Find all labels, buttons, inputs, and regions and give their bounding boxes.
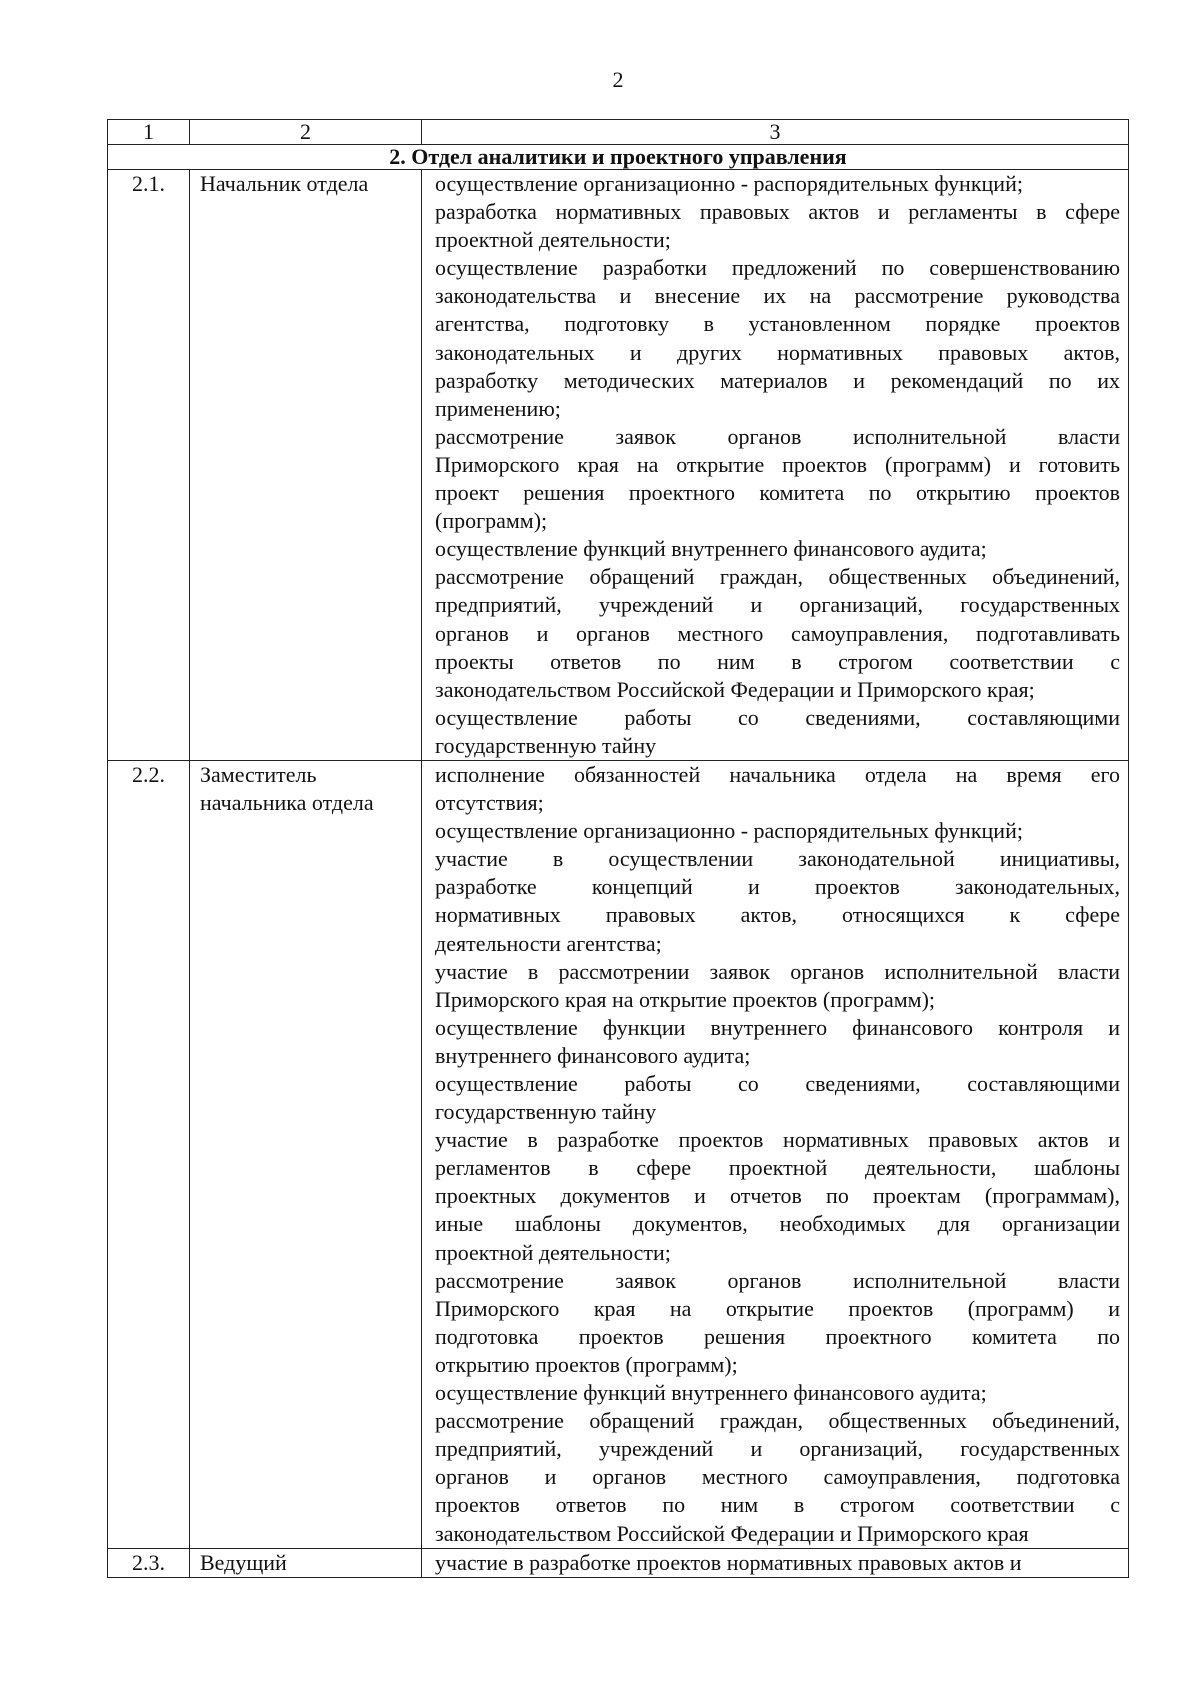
duty-line: отсутствия; [435,790,544,816]
duty-line: участие в осуществлении законодательной инициативы, [435,846,1120,872]
duty-line: осуществление функции внутреннего финансового контроля и [435,1014,1120,1040]
duty-line: государственную тайну [435,1099,657,1125]
duty-line: предприятий, учреждений и организаций, государственных [435,592,1120,618]
duty-line: иные шаблоны документов, необходимых для организации [435,1211,1120,1237]
duty-line: осуществление функций внутреннего финансового аудита; [435,1380,987,1406]
duty-line: Приморского края на открытие проектов (программ) и [435,1295,1120,1321]
duty-line: проект решения проектного комитета по открытию проектов [435,480,1120,506]
duty-line: разработка нормативных правовых актов и регламенты в сфере [435,199,1120,225]
duty-line: проектной деятельности; [435,1239,671,1265]
position-title: Начальник отдела [190,170,422,761]
duty-line: (программ); [435,508,548,534]
duty-line: осуществление организационно - распорядительных функций; [435,818,1023,844]
duty-line: рассмотрение заявок органов исполнительной власти [435,1267,1120,1293]
duty-line: рассмотрение заявок органов исполнительной власти [435,423,1120,449]
duty-line: осуществление работы со сведениями, составляющими [435,1071,1120,1096]
duty-line: применению; [435,395,561,421]
duty-line: внутреннего финансового аудита; [435,1042,751,1068]
table-row [108,1548,1129,1577]
duty-line: осуществление работы со сведениями, составляющими [435,704,1120,730]
duties-cell [422,1548,1129,1577]
duty-line: агентства, подготовку в установленном порядке проектов [435,311,1120,337]
duty-line: законодательства и внесение их на рассмотрение руководства [435,283,1120,309]
duty-line: исполнение обязанностей начальника отдела на время его [435,761,1120,787]
duty-line: нормативных правовых актов, относящихся к сфере [435,902,1120,928]
header-col-3: 3 [422,120,1129,145]
duty-line: рассмотрение обращений граждан, общественных объединений, [435,1408,1120,1434]
duty-line: проектов ответов по ним в строгом соответствии с [435,1492,1120,1518]
duty-line: проектной деятельности; [435,227,671,253]
duty-line: разработку методических материалов и рекомендаций по их [435,367,1120,393]
duty-line: осуществление функций внутреннего финансового аудита; [435,536,987,562]
duty-line: Приморского края на открытие проектов (программ) и готовить [435,451,1120,477]
duty-line: участие в разработке проектов нормативных правовых актов и [435,1127,1120,1153]
position-title-line: начальника отдела [200,790,374,816]
row-number: 2.1. [108,170,190,761]
header-col-2: 2 [190,120,422,145]
duty-line: Приморского края на открытие проектов (программ); [435,986,936,1012]
duty-line: осуществление организационно - распорядительных функций; [435,171,1023,196]
duty-line: открытию проектов (программ); [435,1351,738,1377]
duty-line: предприятий, учреждений и организаций, государственных [435,1436,1120,1462]
duties-cell [422,760,1129,1548]
row-number: 2.2. [108,760,190,1548]
page-number: 2 [612,67,624,92]
duties-table [107,119,1129,1578]
duty-line: законодательных и других нормативных правовых актов, [435,339,1120,365]
duty-line: осуществление разработки предложений по совершенствованию [435,255,1120,281]
section-row [108,145,1129,170]
duty-line: государственную тайну [435,732,657,758]
duty-line: органов и органов местного самоуправления, подготовка [435,1464,1120,1490]
position-title: Ведущий [190,1548,422,1577]
duty-line: законодательством Российской Федерации и Приморского края [435,1520,1029,1546]
duty-line: регламентов в сфере проектной деятельности, шаблоны [435,1155,1120,1181]
position-title [190,760,422,1548]
duty-line: деятельности агентства; [435,930,662,956]
duty-line: рассмотрение обращений граждан, общественных объединений, [435,564,1120,590]
table-row [108,760,1129,1548]
duty-line: органов и органов местного самоуправления, подготавливать [435,620,1120,646]
duty-line: подготовка проектов решения проектного комитета по [435,1323,1120,1349]
header-col-1: 1 [108,120,190,145]
duty-line: проекты ответов по ним в строгом соответствии с [435,648,1120,674]
section-title: 2. Отдел аналитики и проектного управления [108,145,1129,170]
duty-line: участие в разработке проектов нормативных правовых актов и [435,1549,1022,1575]
table-row [108,170,1129,761]
duty-line: законодательством Российской Федерации и Приморского края; [435,676,1035,702]
duty-line: разработке концепций и проектов законодательных, [435,874,1120,900]
duties-cell [422,170,1129,761]
row-number: 2.3. [108,1548,190,1577]
position-title-line: Заместитель [200,761,317,787]
duty-line: участие в рассмотрении заявок органов исполнительной власти [435,958,1120,984]
duty-line: проектных документов и отчетов по проектам (программам), [435,1183,1120,1209]
table-header-row [108,120,1129,145]
